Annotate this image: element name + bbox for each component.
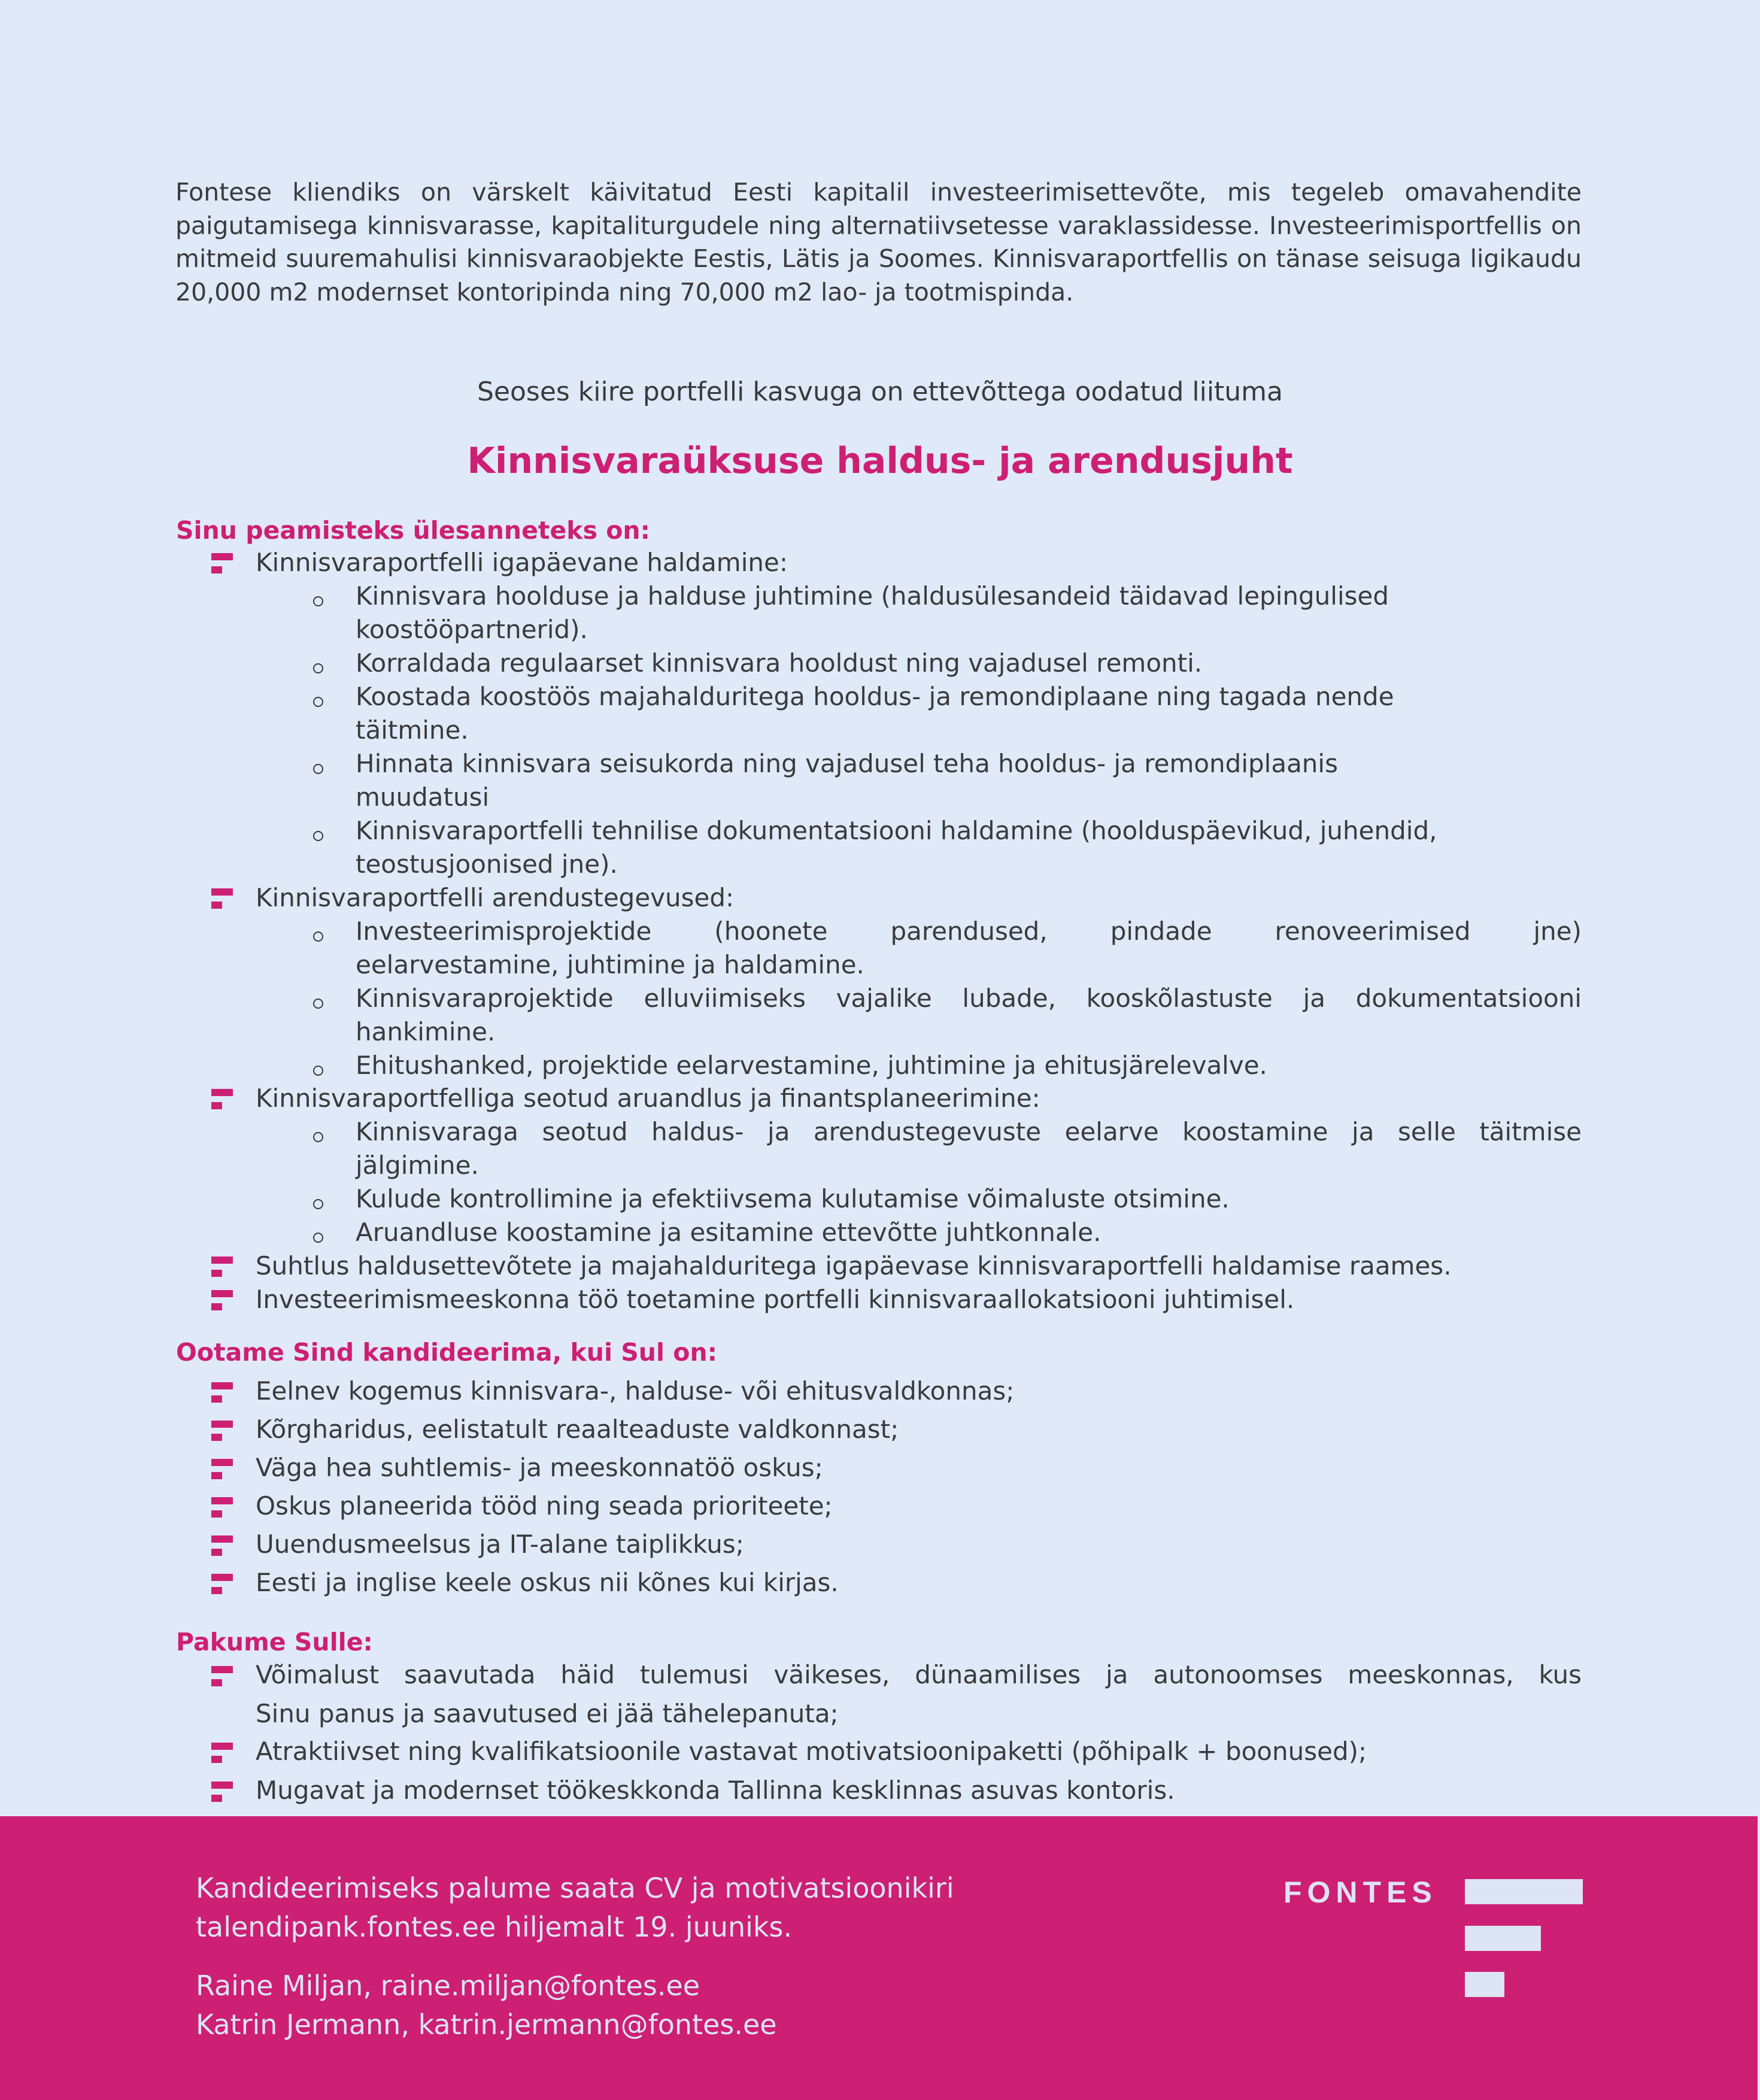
circle-icon — [313, 831, 323, 841]
subtask-item: Investeerimisprojektide (hoonete parendused, pindade renoveerimised jne) — [356, 917, 1582, 946]
subtask-item: Kinnisvaraga seotud haldus- ja arendustegevuste eelarve koostamine ja selle täitmise — [356, 1117, 1582, 1146]
offer-item: Atraktiivset ning kvalifikatsioonile vastavat motivatsioonipaketti (põhipalk + boonused); — [256, 1737, 1367, 1766]
lead-sentence: Seoses kiire portfelli kasvuga on ettevõttega oodatud liituma — [477, 377, 1283, 407]
circle-icon — [313, 596, 323, 606]
apply-instructions: Kandideerimiseks palume saata CV ja motivatsioonikiri — [196, 1872, 954, 1904]
fontes-bars-icon — [211, 1290, 233, 1310]
circle-icon — [313, 764, 323, 774]
subtask-item: Korraldada regulaarset kinnisvara hooldust ning vajadusel remonti. — [356, 648, 1203, 678]
task-item: Kinnisvaraportfelli arendustegevused: — [256, 883, 735, 912]
offer-item: Võimalust saavutada häid tulemusi väikeses, dünaamilises ja autonoomses meeskonnas, kus — [256, 1660, 1582, 1689]
apply-deadline[interactable]: talendipank.fontes.ee hiljemalt 19. juuniks. — [196, 1911, 793, 1943]
fontes-bars-icon — [211, 1257, 233, 1277]
circle-icon — [313, 999, 323, 1009]
subtask-item: Kinnisvaraprojektide elluviimiseks vajalike lubade, kooskõlastuste ja dokumentatsiooni — [356, 984, 1582, 1013]
fontes-bars-icon — [211, 1382, 233, 1403]
subtask-item-continued: jälgimine. — [356, 1151, 479, 1180]
offer-item-continued: Sinu panus ja saavutused ei jää tähelepanuta; — [256, 1699, 839, 1728]
circle-icon — [313, 1233, 323, 1243]
fontes-bars-icon — [211, 888, 233, 909]
subtask-item-continued: koostööpartnerid). — [356, 615, 588, 644]
fontes-bars-icon — [211, 1459, 233, 1479]
fontes-bars-icon — [211, 1574, 233, 1594]
circle-icon — [313, 931, 323, 942]
requirement-item: Eesti ja inglise keele oskus nii kõnes kui kirjas. — [256, 1568, 839, 1597]
fontes-bars-icon — [211, 1666, 233, 1686]
requirement-item: Eelnev kogemus kinnisvara-, halduse- või ehitusvaldkonnas; — [256, 1376, 1015, 1406]
fontes-bars-icon — [211, 1535, 233, 1556]
tasks-heading: Sinu peamisteks ülesanneteks on: — [176, 516, 650, 545]
footer-band — [0, 1816, 1758, 2100]
circle-icon — [313, 663, 323, 673]
fontes-bars-icon — [211, 553, 233, 573]
offer-item: Mugavat ja modernset töökeskkonda Tallinna kesklinnas asuvas kontoris. — [256, 1776, 1175, 1805]
requirement-item: Uuendusmeelsus ja IT-alane taiplikkus; — [256, 1530, 744, 1559]
offer-heading: Pakume Sulle: — [176, 1628, 373, 1656]
subtask-item-continued: muudatusi — [356, 782, 490, 812]
requirement-item: Oskus planeerida tööd ning seada prioriteete; — [256, 1491, 833, 1521]
subtask-item: Ehitushanked, projektide eelarvestamine, juhtimine ja ehitusjärelevalve. — [356, 1051, 1267, 1080]
logo-bar-bottom — [1465, 1972, 1504, 1997]
circle-icon — [313, 1132, 323, 1142]
task-item: Kinnisvaraportfelli igapäevane haldamine: — [256, 548, 788, 577]
subtask-item-continued: täitmine. — [356, 715, 469, 745]
contact-raine[interactable]: Raine Miljan, raine.miljan@fontes.ee — [196, 1969, 700, 2002]
subtask-item-continued: hankimine. — [356, 1017, 496, 1046]
job-title: Kinnisvaraüksuse haldus- ja arendusjuht — [467, 440, 1293, 482]
task-item: Kinnisvaraportfelliga seotud aruandlus ja finantsplaneerimine: — [256, 1084, 1040, 1113]
task-item: Suhtlus haldusettevõtete ja majahalduritega igapäevase kinnisvaraportfelli haldamise raames. — [256, 1251, 1452, 1280]
subtask-item-continued: teostusjoonised jne). — [356, 849, 618, 879]
subtask-item: Kinnisvaraportfelli tehnilise dokumentatsiooni haldamine (hoolduspäevikud, juhendid, — [356, 816, 1437, 845]
circle-icon — [313, 1066, 323, 1076]
circle-icon — [313, 697, 323, 707]
subtask-item: Hinnata kinnisvara seisukorda ning vajadusel teha hooldus- ja remondiplaanis — [356, 749, 1338, 778]
circle-icon — [313, 1199, 323, 1209]
fontes-bars-icon — [211, 1089, 233, 1109]
fontes-bars-icon — [211, 1782, 233, 1802]
subtask-item: Kinnisvara hoolduse ja halduse juhtimine (haldusülesandeid täidavad lepingulised — [356, 581, 1389, 611]
subtask-item: Kulude kontrollimine ja efektiivsema kulutamise võimaluste otsimine. — [356, 1184, 1230, 1213]
requirement-item: Kõrgharidus, eelistatult reaalteaduste valdkonnast; — [256, 1415, 899, 1444]
logo-bar-middle — [1465, 1926, 1541, 1951]
subtask-item: Koostada koostöös majahalduritega hooldus- ja remondiplaane ning tagada nende — [356, 682, 1394, 711]
logo-wordmark: FONTES — [1283, 1876, 1437, 1909]
intro-paragraph: Fontese kliendiks on värskelt käivitatud Eesti kapitalil investeerimisettevõte, mis tegeleb omavahendite paigutamisega kinnisvarasse, kapitaliturgudele ning alternatiivsetesse varaklassidesse. Investeerimisportfellis on mitmeid suuremahulisi kinnisvaraobjekte Eestis, Lätis ja Soomes. Kinnisvaraportfellis on tänase seisuga ligikaudu 20,000 m2 modernset kontoripinda ning 70,000 m2 lao- ja tootmispinda. — [175, 178, 1582, 306]
task-item: Investeerimismeeskonna töö toetamine portfelli kinnisvaraallokatsiooni juhtimisel. — [256, 1285, 1295, 1314]
fontes-bars-icon — [211, 1497, 233, 1518]
contact-katrin[interactable]: Katrin Jermann, katrin.jermann@fontes.ee — [196, 2008, 777, 2041]
fontes-bars-icon — [211, 1421, 233, 1441]
fontes-bars-icon — [211, 1743, 233, 1763]
requirements-heading: Ootame Sind kandideerima, kui Sul on: — [176, 1338, 718, 1367]
logo-bar-top — [1465, 1879, 1583, 1904]
requirement-item: Väga hea suhtlemis- ja meeskonnatöö oskus; — [256, 1453, 823, 1482]
subtask-item-continued: eelarvestamine, juhtimine ja haldamine. — [356, 950, 864, 979]
subtask-item: Aruandluse koostamine ja esitamine ettevõtte juhtkonnale. — [356, 1218, 1101, 1247]
